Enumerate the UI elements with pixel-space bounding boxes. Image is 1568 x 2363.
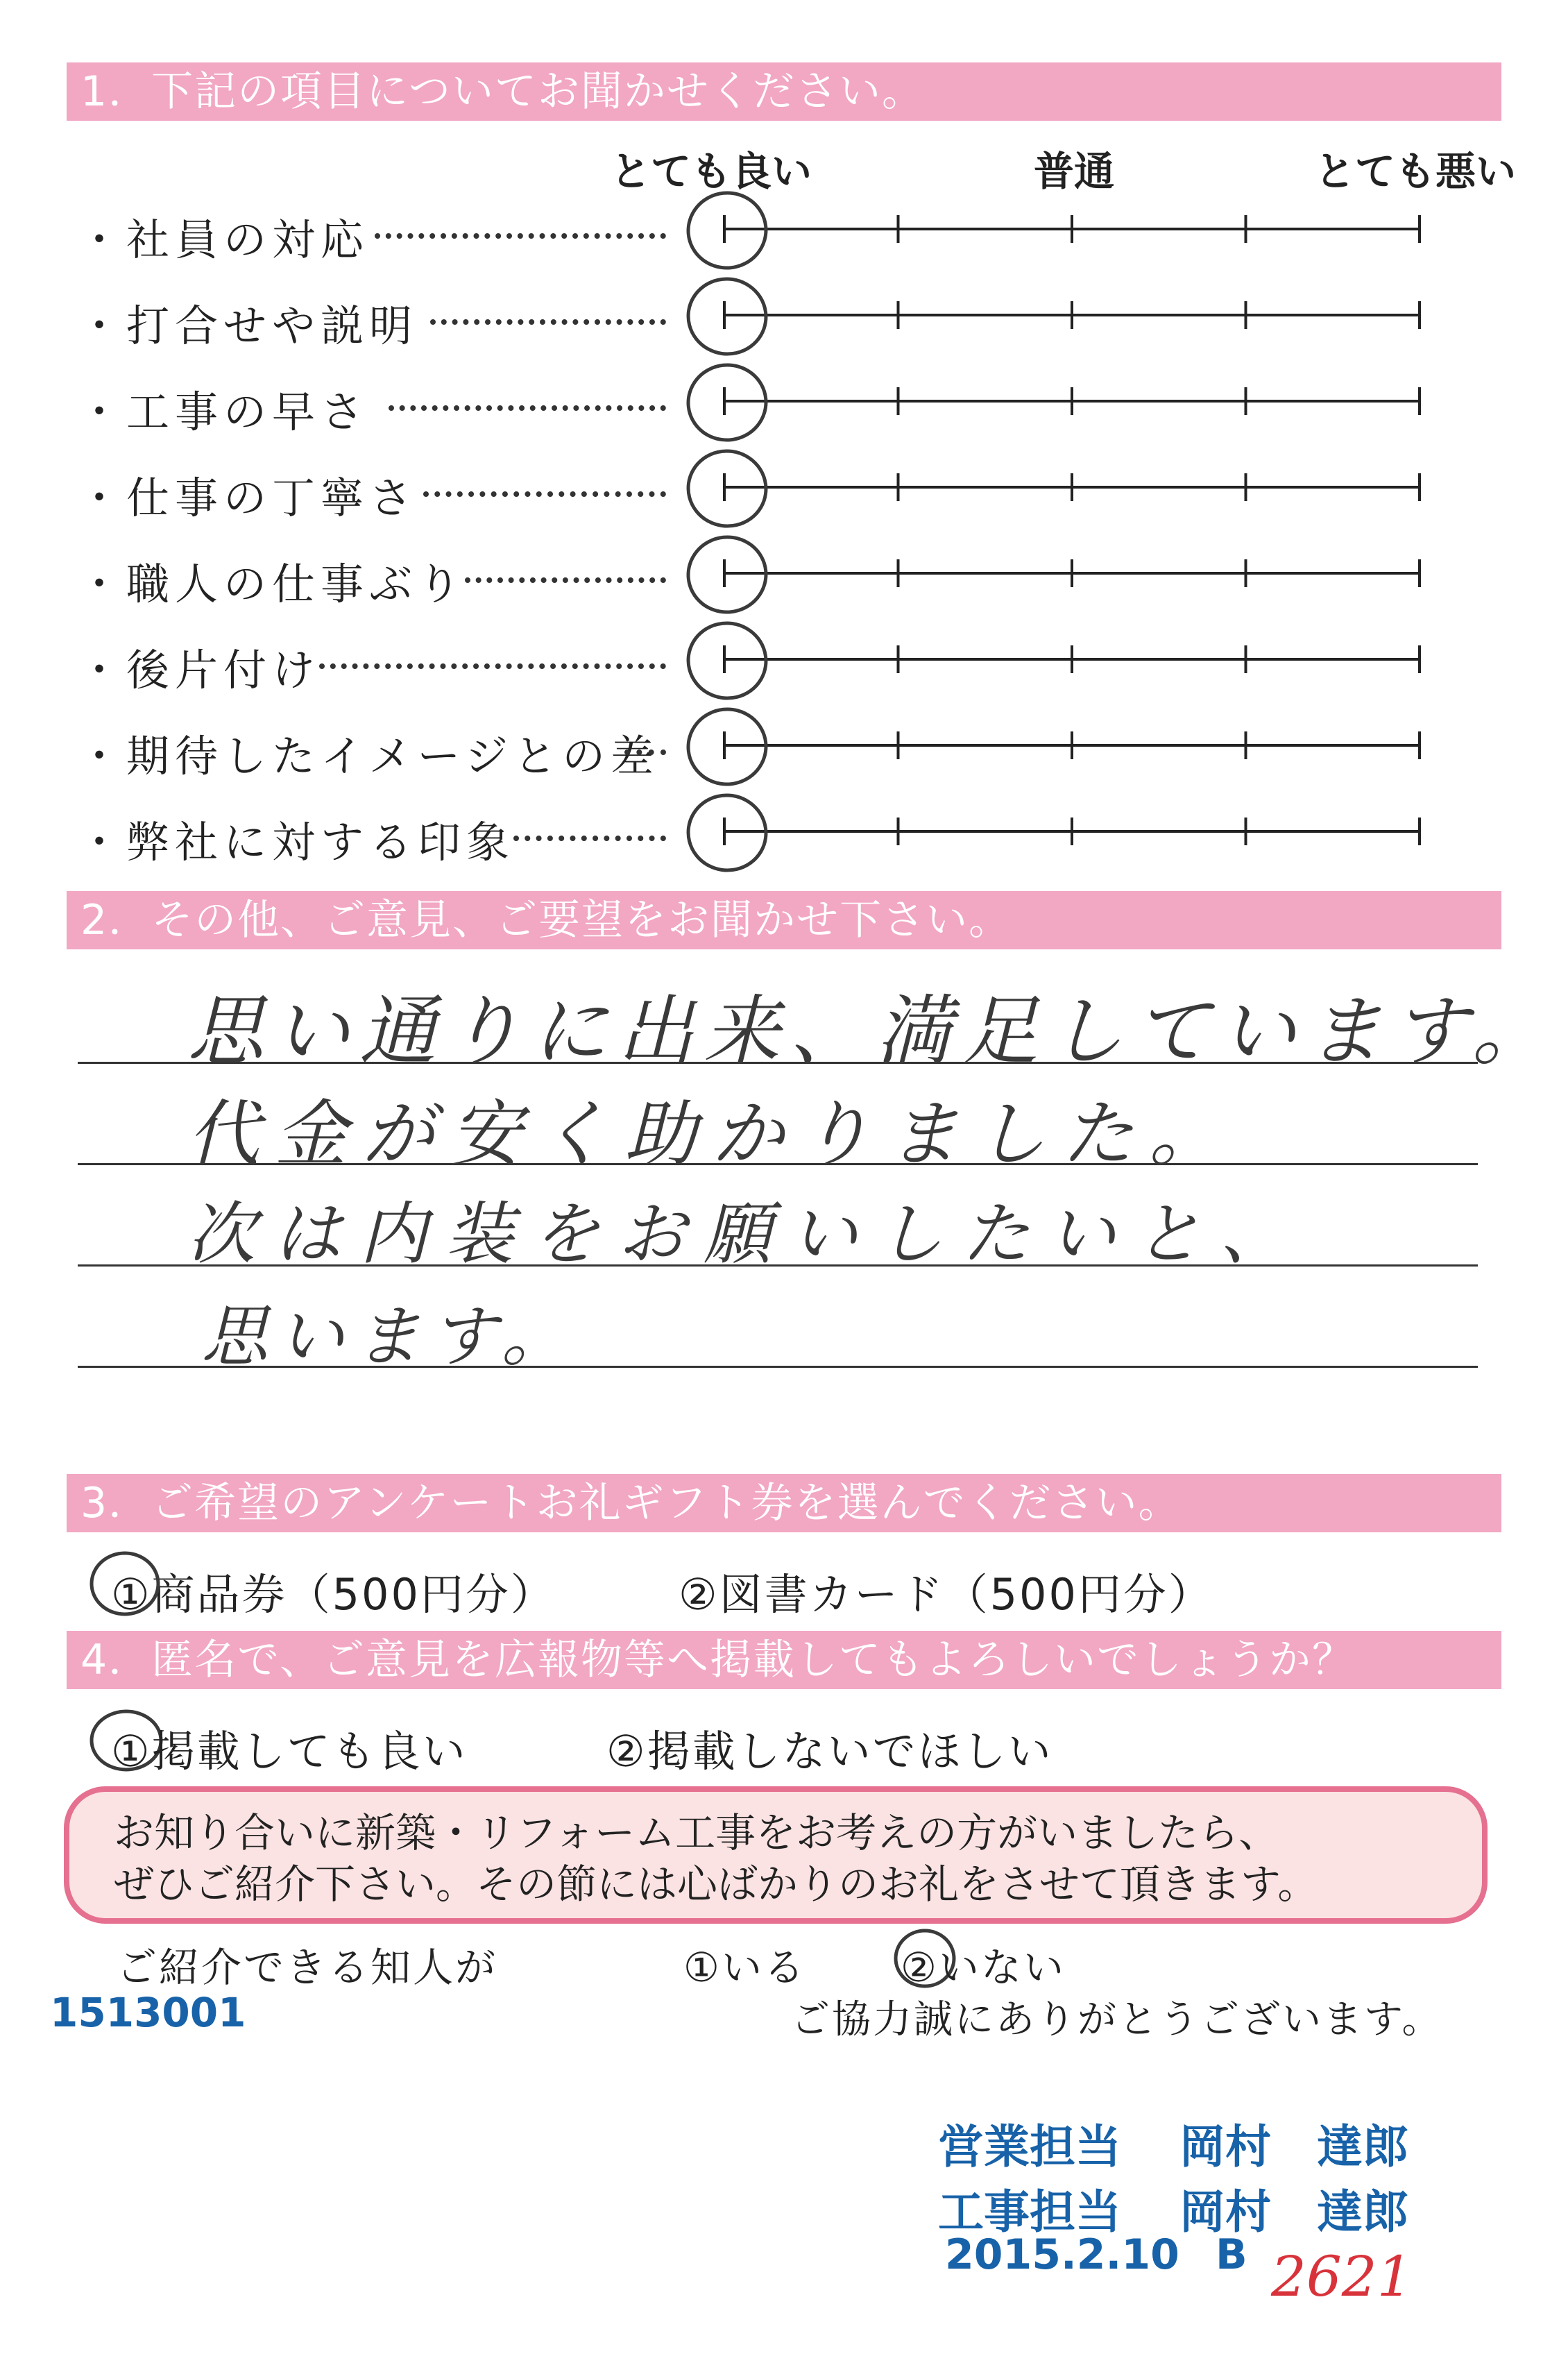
rating-item-label: ・仕事の丁寧さ <box>78 473 418 523</box>
rating-scale-row <box>685 361 1420 443</box>
section3-header: 3．ご希望のアンケートお礼ギフト券を選んでください。 <box>67 1474 1501 1532</box>
rating-item-label: ・打合せや説明 <box>78 300 418 351</box>
rating-scale-row <box>683 618 1420 704</box>
consent-option-no[interactable]: ②掲載しないでほしい <box>606 1726 1053 1777</box>
sales-name: 岡村 達郎 <box>1179 2120 1408 2174</box>
rating-item-label: ・工事の早さ <box>78 387 370 437</box>
construction-role: 工事担当 <box>938 2185 1121 2239</box>
scale-best-label: とても良い <box>611 148 812 195</box>
section1-header: 1．下記の項目についてお聞かせください。 <box>67 62 1501 121</box>
notice-line: ぜひご紹介下さい。その節には心ばかりのお礼をさせて頂きます。 <box>114 1861 1318 1908</box>
comment-line: 代金が安く助かりました。 <box>187 1092 1237 1176</box>
rating-item-label: ・後片付け <box>78 645 321 695</box>
sales-role: 営業担当 <box>938 2120 1121 2174</box>
referral-option-no[interactable]: ②いない <box>901 1944 1066 1991</box>
section2-header: 2．その他、ご意見、ご要望をお聞かせ下さい。 <box>67 891 1501 949</box>
comment-line: 思い通りに出来、満足しています。 <box>187 987 1558 1076</box>
rating-item-label: ・弊社に対する印象 <box>78 817 515 867</box>
rating-item-label: ・職人の仕事ぶり <box>78 559 467 609</box>
rating-scale-row <box>683 274 1420 359</box>
rating-scales <box>0 0 1568 902</box>
comment-line: 思います。 <box>201 1298 578 1375</box>
notice-line: お知り合いに新築・リフォーム工事をお考えの方がいましたら、 <box>114 1809 1279 1856</box>
scale-normal-label: 普通 <box>1034 148 1115 195</box>
thanks-message: ご協力誠にありがとうございます。 <box>791 1997 1443 2042</box>
rating-scale-row <box>685 705 1420 788</box>
survey-date: 2015.2.10 <box>945 2230 1179 2279</box>
referral-option-yes[interactable]: ①いる <box>683 1944 806 1991</box>
form-id: 1513001 <box>50 1989 246 2036</box>
scale-worst-label: とても悪い <box>1315 148 1517 195</box>
referral-notice <box>64 1786 1488 1924</box>
comment-line: 次は内装をお願いしたいと、 <box>187 1195 1306 1274</box>
construction-name: 岡村 達郎 <box>1179 2185 1408 2239</box>
section4-header: 4．匿名で、ご意見を広報物等へ掲載してもよろしいでしょうか？ <box>67 1631 1501 1689</box>
rating-scale-row <box>683 790 1420 876</box>
rating-item-label: ・期待したイメージとの差 <box>78 731 660 781</box>
rating-scale-row <box>685 533 1420 616</box>
gift-option-book-card[interactable]: ②図書カード（500円分） <box>679 1569 1213 1620</box>
rating-scale-row <box>683 446 1420 532</box>
handwritten-number: 2621 <box>1271 2244 1413 2309</box>
consent-option-yes[interactable]: ①掲載しても良い <box>111 1726 468 1777</box>
rating-item-label: ・社員の対応 <box>78 214 370 265</box>
gift-option-gift-certificate[interactable]: ①商品券（500円分） <box>111 1569 556 1620</box>
referral-question: ご紹介できる知人が <box>117 1944 498 1991</box>
rating-scale-row <box>685 189 1420 271</box>
grade: B <box>1216 2230 1247 2279</box>
